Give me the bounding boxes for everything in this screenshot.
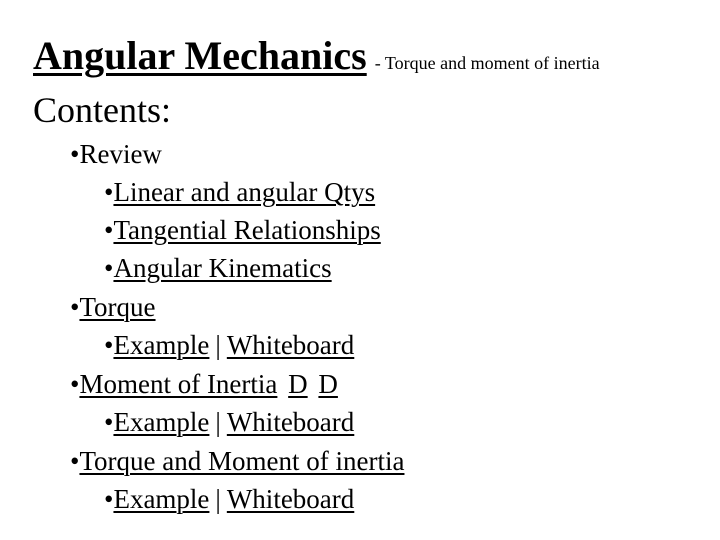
link-torque[interactable]: Torque (79, 292, 156, 322)
link-moment-d2[interactable]: D (318, 369, 338, 399)
list-item-tangential (104, 214, 381, 246)
link-torque-example[interactable]: Example (113, 330, 210, 360)
slide-subtitle: - Torque and moment of inertia (374, 53, 600, 73)
contents-heading: Contents: (33, 90, 172, 130)
list-item-linear-angular (104, 176, 375, 208)
link-torque-and-moment[interactable]: Torque and Moment of inertia (79, 446, 405, 476)
link-moment-d1[interactable]: D (288, 369, 308, 399)
separator: | (215, 484, 221, 514)
link-moment-example[interactable]: Example (113, 407, 210, 437)
list-item-angular-kinematics (104, 252, 332, 284)
link-tangential-relationships[interactable]: Tangential Relationships (113, 215, 381, 245)
link-torque-moment-whiteboard[interactable]: Whiteboard (226, 484, 355, 514)
bullet: • (104, 215, 114, 245)
link-torque-whiteboard[interactable]: Whiteboard (226, 330, 355, 360)
list-item-moment-of-inertia (70, 368, 338, 400)
link-linear-angular-qtys[interactable]: Linear and angular Qtys (113, 177, 376, 207)
bullet: • (104, 484, 114, 514)
bullet: • (104, 177, 114, 207)
review-label: Review (79, 139, 162, 169)
list-item-torque (70, 291, 156, 323)
list-item-review (70, 138, 162, 170)
title-row (33, 32, 600, 79)
bullet: • (104, 407, 114, 437)
link-moment-of-inertia[interactable]: Moment of Inertia (79, 369, 278, 399)
bullet: • (104, 330, 114, 360)
link-moment-whiteboard[interactable]: Whiteboard (226, 407, 355, 437)
list-item-torque-moment (70, 445, 404, 477)
list-item-moment-resources (104, 406, 354, 438)
separator: | (215, 330, 221, 360)
bullet: • (104, 253, 114, 283)
bullet: • (70, 292, 80, 322)
slide-title[interactable]: Angular Mechanics (33, 33, 367, 78)
bullet: • (70, 139, 80, 169)
link-torque-moment-example[interactable]: Example (113, 484, 210, 514)
separator: | (215, 407, 221, 437)
link-angular-kinematics[interactable]: Angular Kinematics (113, 253, 332, 283)
bullet: • (70, 446, 80, 476)
list-item-torque-resources (104, 329, 354, 361)
bullet: • (70, 369, 80, 399)
list-item-torque-moment-resources (104, 483, 354, 515)
